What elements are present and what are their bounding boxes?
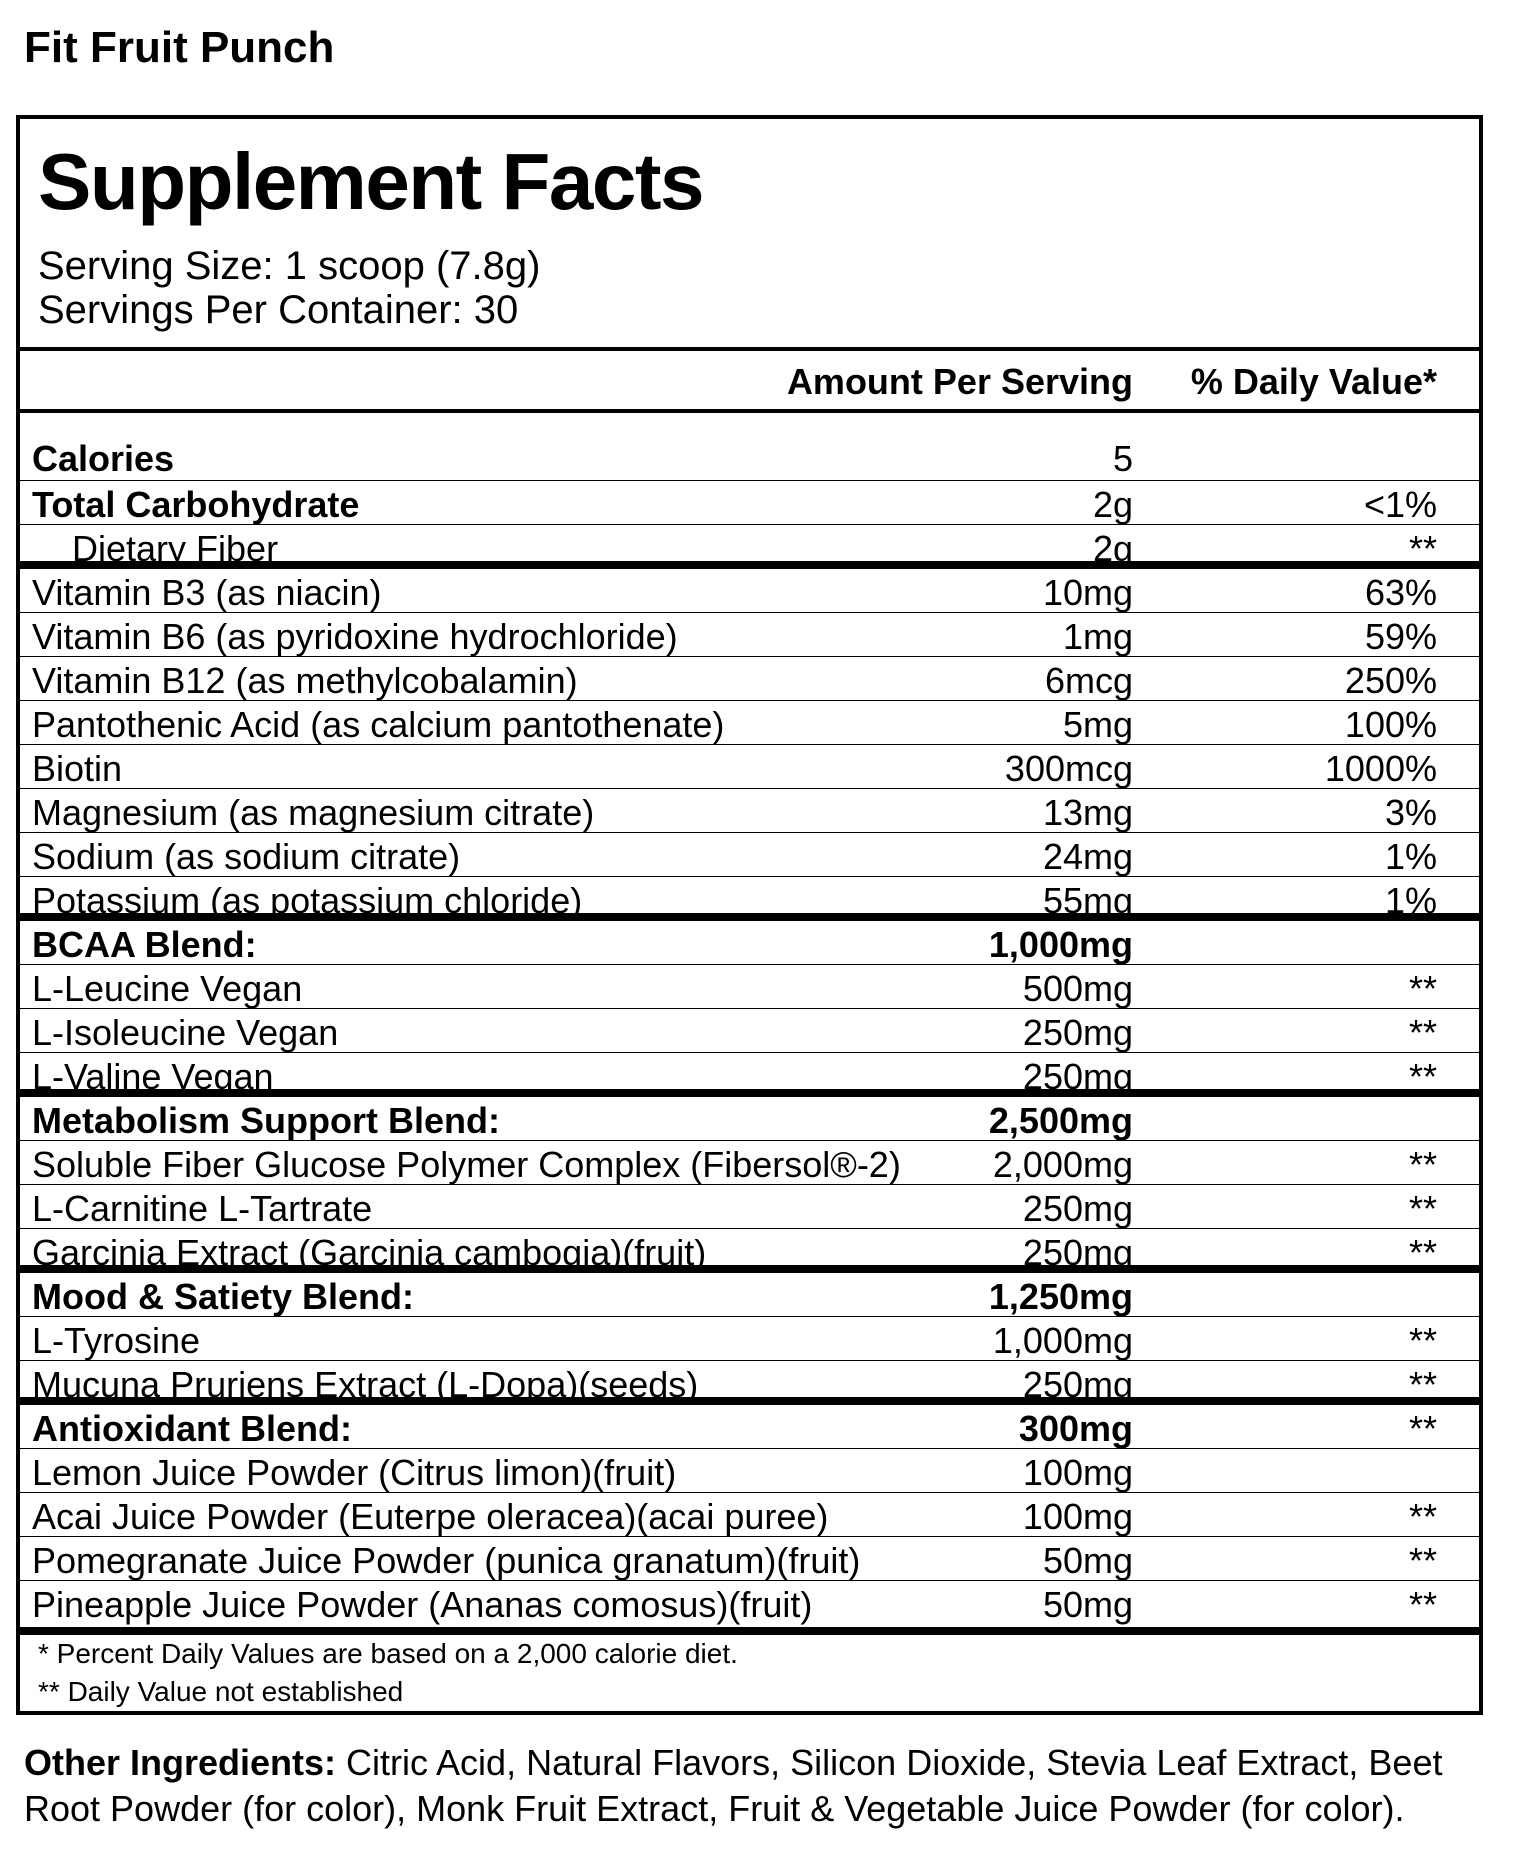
nutrient-name: Calories xyxy=(32,438,175,479)
ingredient-amount: 1,000mg xyxy=(992,1320,1133,1361)
ingredient-name: Lemon Juice Powder (Citrus limon)(fruit) xyxy=(32,1452,677,1493)
nutrient-amount: 5mg xyxy=(1062,704,1133,745)
table-row xyxy=(20,745,1479,789)
nutrient-amount: 24mg xyxy=(1042,836,1133,877)
ingredient-amount: 250mg xyxy=(1022,1188,1133,1229)
table-row xyxy=(20,525,1479,569)
blend-name: Mood & Satiety Blend: xyxy=(32,1276,415,1317)
nutrient-name: Total Carbohydrate xyxy=(32,484,360,525)
ingredient-amount: 250mg xyxy=(1022,1056,1133,1097)
nutrient-amount: 13mg xyxy=(1042,792,1133,833)
ingredient-daily-value: ** xyxy=(1408,1012,1437,1053)
ingredient-name: Garcinia Extract (Garcinia cambogia)(fruit) xyxy=(32,1232,707,1273)
other-ingredients xyxy=(24,1740,1494,1832)
table-row xyxy=(20,657,1479,701)
ingredient-name: L-Tyrosine xyxy=(32,1320,201,1361)
ingredient-daily-value: ** xyxy=(1408,1232,1437,1273)
table-row xyxy=(20,1317,1479,1361)
ingredient-amount: 500mg xyxy=(1022,968,1133,1009)
table-row xyxy=(20,1141,1479,1185)
nutrient-daily-value: 1% xyxy=(1384,880,1437,921)
footnotes xyxy=(38,1635,738,1711)
ingredient-amount: 50mg xyxy=(1042,1540,1133,1581)
nutrient-amount: 300mcg xyxy=(1004,748,1133,789)
blend-amount: 1,250mg xyxy=(988,1276,1133,1317)
blend-header-row xyxy=(20,1273,1479,1317)
nutrient-name: Sodium (as sodium citrate) xyxy=(32,836,461,877)
nutrient-name: Vitamin B6 (as pyridoxine hydrochloride) xyxy=(32,616,678,657)
ingredient-amount: 50mg xyxy=(1042,1584,1133,1625)
amount-header: Amount Per Serving xyxy=(786,361,1133,402)
blend-header-row xyxy=(20,921,1479,965)
table-row xyxy=(20,1185,1479,1229)
blend-daily-value: ** xyxy=(1408,1408,1437,1449)
nutrient-amount: 5 xyxy=(1112,438,1133,479)
servings-per-container: Servings Per Container: 30 xyxy=(38,288,519,332)
blend-amount: 2,500mg xyxy=(988,1100,1133,1141)
table-row xyxy=(20,1361,1479,1405)
panel-title: Supplement Facts xyxy=(38,137,704,226)
blend-name: Antioxidant Blend: xyxy=(32,1408,352,1449)
ingredient-amount: 250mg xyxy=(1022,1364,1133,1405)
table-row xyxy=(20,569,1479,613)
ingredient-name: L-Carnitine L-Tartrate xyxy=(32,1188,373,1229)
nutrient-daily-value: ** xyxy=(1408,528,1437,569)
ingredient-daily-value: ** xyxy=(1408,1056,1437,1097)
nutrient-daily-value: 250% xyxy=(1344,660,1437,701)
ingredient-name: L-Isoleucine Vegan xyxy=(32,1012,339,1053)
table-row xyxy=(20,833,1479,877)
ingredient-name: Pineapple Juice Powder (Ananas comosus)(fruit) xyxy=(32,1584,813,1625)
blend-amount: 300mg xyxy=(1018,1408,1133,1449)
daily-value-header: % Daily Value* xyxy=(1190,361,1437,402)
nutrient-table xyxy=(20,413,1479,1635)
ingredient-daily-value: ** xyxy=(1408,1364,1437,1405)
blend-amount: 1,000mg xyxy=(988,924,1133,965)
ingredient-daily-value: ** xyxy=(1408,1188,1437,1229)
table-row xyxy=(20,701,1479,745)
nutrient-daily-value: 63% xyxy=(1364,572,1437,613)
ingredient-name: L-Leucine Vegan xyxy=(32,968,303,1009)
table-row xyxy=(20,965,1479,1009)
ingredient-daily-value: ** xyxy=(1408,1584,1437,1625)
nutrient-daily-value: <1% xyxy=(1363,484,1437,525)
ingredient-amount: 100mg xyxy=(1022,1496,1133,1537)
nutrient-name: Dietary Fiber xyxy=(72,528,279,569)
nutrient-amount: 10mg xyxy=(1042,572,1133,613)
other-ingredients-label: Other Ingredients: xyxy=(24,1742,337,1783)
nutrient-daily-value: 1000% xyxy=(1324,748,1437,789)
ingredient-amount: 250mg xyxy=(1022,1012,1133,1053)
nutrient-name: Pantothenic Acid (as calcium pantothenate) xyxy=(32,704,725,745)
ingredient-daily-value: ** xyxy=(1408,1540,1437,1581)
table-row xyxy=(20,613,1479,657)
table-row xyxy=(20,481,1479,525)
ingredient-amount: 2,000mg xyxy=(992,1144,1133,1185)
table-row xyxy=(20,1581,1479,1635)
table-row xyxy=(20,413,1479,481)
ingredient-name: Soluble Fiber Glucose Polymer Complex (Fibersol®-2) xyxy=(32,1144,901,1185)
nutrient-amount: 2g xyxy=(1092,528,1133,569)
blend-header-row xyxy=(20,1405,1479,1449)
blend-name: BCAA Blend: xyxy=(32,924,257,965)
ingredient-name: Mucuna Pruriens Extract (L-Dopa)(seeds) xyxy=(32,1364,699,1405)
footnote-dv-not-established: ** Daily Value not established xyxy=(38,1676,404,1707)
nutrient-amount: 2g xyxy=(1092,484,1133,525)
ingredient-daily-value: ** xyxy=(1408,1144,1437,1185)
nutrient-amount: 1mg xyxy=(1062,616,1133,657)
product-name: Fit Fruit Punch xyxy=(24,23,335,72)
nutrient-daily-value: 3% xyxy=(1384,792,1437,833)
blend-header-row xyxy=(20,1097,1479,1141)
table-row xyxy=(20,1229,1479,1273)
table-row xyxy=(20,1009,1479,1053)
table-row xyxy=(20,789,1479,833)
ingredient-name: Acai Juice Powder (Euterpe oleracea)(acai puree) xyxy=(32,1496,829,1537)
ingredient-name: L-Valine Vegan xyxy=(32,1056,274,1097)
table-row xyxy=(20,1449,1479,1493)
other-ingredients-text: Citric Acid, Natural Flavors, Silicon Dioxide, Stevia Leaf Extract, Beet Root Powder (for color), Monk Fruit Extract, Fruit & Vegetable Juice Powder (for color). xyxy=(24,1742,1443,1829)
column-header-row xyxy=(20,347,1479,413)
ingredient-daily-value: ** xyxy=(1408,1496,1437,1537)
serving-size: Serving Size: 1 scoop (7.8g) xyxy=(38,244,541,288)
nutrient-daily-value: 1% xyxy=(1384,836,1437,877)
table-row xyxy=(20,1493,1479,1537)
ingredient-name: Pomegranate Juice Powder (punica granatum)(fruit) xyxy=(32,1540,861,1581)
nutrient-amount: 6mcg xyxy=(1044,660,1133,701)
nutrient-name: Vitamin B12 (as methylcobalamin) xyxy=(32,660,578,701)
nutrient-daily-value: 100% xyxy=(1344,704,1437,745)
ingredient-daily-value: ** xyxy=(1408,1320,1437,1361)
nutrient-name: Biotin xyxy=(32,748,123,789)
supplement-facts-panel xyxy=(16,115,1483,1715)
footnote-percent-dv: * Percent Daily Values are based on a 2,000 calorie diet. xyxy=(38,1638,738,1669)
nutrient-name: Magnesium (as magnesium citrate) xyxy=(32,792,595,833)
table-row xyxy=(20,1537,1479,1581)
nutrient-amount: 55mg xyxy=(1042,880,1133,921)
ingredient-amount: 100mg xyxy=(1022,1452,1133,1493)
table-row xyxy=(20,1053,1479,1097)
table-row xyxy=(20,877,1479,921)
blend-name: Metabolism Support Blend: xyxy=(32,1100,500,1141)
ingredient-amount: 250mg xyxy=(1022,1232,1133,1273)
nutrient-name: Potassium (as potassium chloride) xyxy=(32,880,583,921)
nutrient-name: Vitamin B3 (as niacin) xyxy=(32,572,382,613)
ingredient-daily-value: ** xyxy=(1408,968,1437,1009)
nutrient-daily-value: 59% xyxy=(1364,616,1437,657)
